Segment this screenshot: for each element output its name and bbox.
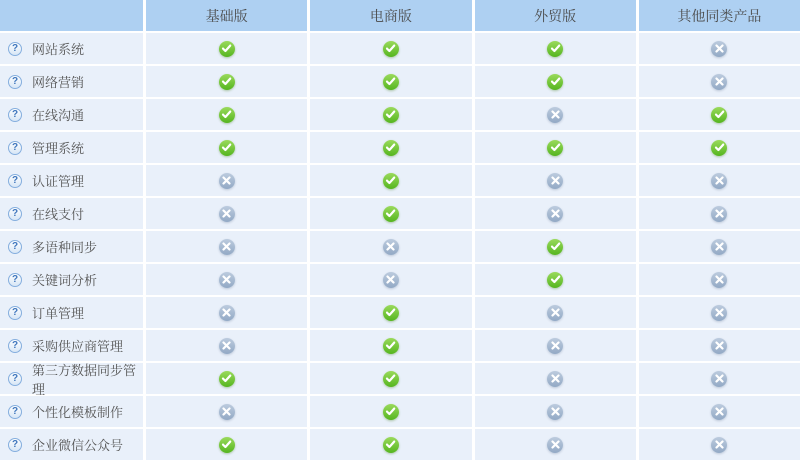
feature-label-cell [0, 362, 143, 397]
check-icon [383, 173, 399, 189]
cross-icon [219, 173, 235, 189]
feature-value-cell [639, 264, 800, 295]
feature-value-cell [310, 429, 471, 460]
column-header-foreign-trade: 外贸版 [475, 0, 636, 31]
feature-label-cell [0, 330, 143, 361]
cross-icon [711, 371, 727, 387]
feature-value-cell [475, 99, 636, 130]
cross-icon [711, 206, 727, 222]
feature-value-cell [639, 429, 800, 460]
column-header-other-products: 其他同类产品 [639, 0, 800, 31]
feature-value-cell [310, 198, 471, 229]
help-icon[interactable]: ? [8, 108, 22, 122]
feature-value-cell [475, 198, 636, 229]
cross-icon [547, 404, 563, 420]
feature-value-cell [310, 330, 471, 361]
feature-value-cell [146, 363, 307, 394]
table-row [0, 231, 800, 262]
help-icon[interactable]: ? [8, 405, 22, 419]
table-row [0, 396, 800, 427]
feature-value-cell [146, 396, 307, 427]
feature-value-cell [146, 429, 307, 460]
help-icon[interactable]: ? [8, 273, 22, 287]
feature-value-cell [639, 297, 800, 328]
cross-icon [711, 437, 727, 453]
feature-label-cell [0, 66, 143, 97]
check-icon [711, 140, 727, 156]
table-row [0, 264, 800, 295]
feature-label-cell [0, 396, 143, 427]
feature-label: 网络营销 [32, 75, 85, 90]
feature-value-cell [146, 297, 307, 328]
feature-value-cell [146, 132, 307, 163]
feature-label: 在线沟通 [32, 108, 85, 123]
help-icon[interactable]: ? [8, 141, 22, 155]
check-icon [383, 74, 399, 90]
cross-icon [711, 338, 727, 354]
cross-icon [219, 305, 235, 321]
feature-label-cell [0, 264, 143, 295]
help-icon[interactable]: ? [8, 438, 22, 452]
cross-icon [219, 404, 235, 420]
feature-label-cell [0, 132, 143, 163]
check-icon [383, 305, 399, 321]
feature-label: 认证管理 [32, 174, 85, 189]
feature-value-cell [475, 231, 636, 262]
check-icon [547, 41, 563, 57]
cross-icon [711, 173, 727, 189]
help-icon[interactable]: ? [8, 306, 22, 320]
check-icon [547, 74, 563, 90]
feature-label-cell [0, 33, 143, 64]
table-row [0, 362, 800, 397]
feature-value-cell [146, 330, 307, 361]
cross-icon [547, 338, 563, 354]
feature-value-cell [310, 132, 471, 163]
feature-value-cell [146, 33, 307, 64]
check-icon [219, 107, 235, 123]
feature-value-cell [475, 297, 636, 328]
table-row [0, 330, 800, 361]
check-icon [383, 140, 399, 156]
feature-value-cell [639, 66, 800, 97]
check-icon [383, 338, 399, 354]
table-row [0, 429, 800, 460]
feature-value-cell [639, 363, 800, 394]
feature-value-cell [310, 297, 471, 328]
feature-label: 企业微信公众号 [32, 438, 124, 453]
table-row [0, 165, 800, 196]
feature-value-cell [310, 66, 471, 97]
column-header-basic: 基础版 [146, 0, 307, 31]
check-icon [547, 140, 563, 156]
check-icon [547, 272, 563, 288]
help-icon[interactable]: ? [8, 339, 22, 353]
feature-value-cell [310, 363, 471, 394]
feature-label: 在线支付 [32, 207, 85, 222]
feature-value-cell [146, 231, 307, 262]
feature-value-cell [639, 132, 800, 163]
cross-icon [219, 206, 235, 222]
feature-value-cell [475, 429, 636, 460]
help-icon[interactable]: ? [8, 372, 22, 386]
feature-value-cell [475, 330, 636, 361]
feature-value-cell [146, 99, 307, 130]
cross-icon [711, 41, 727, 57]
feature-value-cell [475, 33, 636, 64]
help-icon[interactable]: ? [8, 207, 22, 221]
check-icon [219, 371, 235, 387]
feature-label: 多语种同步 [32, 240, 98, 255]
column-header-ecommerce: 电商版 [310, 0, 471, 31]
cross-icon [219, 239, 235, 255]
feature-value-cell [475, 165, 636, 196]
cross-icon [219, 338, 235, 354]
cross-icon [547, 437, 563, 453]
check-icon [219, 437, 235, 453]
check-icon [383, 404, 399, 420]
check-icon [383, 437, 399, 453]
table-row [0, 66, 800, 97]
feature-value-cell [475, 396, 636, 427]
table-header-row [0, 0, 800, 31]
feature-value-cell [146, 198, 307, 229]
feature-value-cell [146, 66, 307, 97]
feature-value-cell [146, 165, 307, 196]
feature-value-cell [475, 264, 636, 295]
feature-value-cell [146, 264, 307, 295]
feature-value-cell [475, 132, 636, 163]
feature-label-cell [0, 99, 143, 130]
table-row [0, 99, 800, 130]
feature-value-cell [639, 33, 800, 64]
feature-value-cell [310, 396, 471, 427]
feature-value-cell [639, 165, 800, 196]
feature-label-cell [0, 198, 143, 229]
table-row [0, 33, 800, 64]
feature-value-cell [639, 99, 800, 130]
check-icon [711, 107, 727, 123]
cross-icon [547, 206, 563, 222]
feature-value-cell [310, 99, 471, 130]
cross-icon [711, 272, 727, 288]
feature-value-cell [639, 198, 800, 229]
feature-label: 关键词分析 [32, 273, 98, 288]
cross-icon [383, 239, 399, 255]
table-body [0, 33, 800, 460]
header-corner-cell [0, 0, 143, 31]
feature-label: 采购供应商管理 [32, 339, 124, 354]
help-icon[interactable]: ? [8, 174, 22, 188]
feature-value-cell [639, 330, 800, 361]
feature-value-cell [639, 396, 800, 427]
cross-icon [547, 173, 563, 189]
feature-label: 管理系统 [32, 141, 85, 156]
cross-icon [711, 74, 727, 90]
check-icon [383, 41, 399, 57]
feature-value-cell [310, 165, 471, 196]
feature-label: 网站系统 [32, 42, 85, 57]
cross-icon [711, 239, 727, 255]
cross-icon [711, 305, 727, 321]
cross-icon [547, 371, 563, 387]
help-icon[interactable]: ? [8, 42, 22, 56]
table-row [0, 297, 800, 328]
feature-value-cell [475, 363, 636, 394]
feature-label: 个性化模板制作 [32, 405, 124, 420]
check-icon [547, 239, 563, 255]
cross-icon [383, 272, 399, 288]
help-icon[interactable]: ? [8, 240, 22, 254]
check-icon [383, 107, 399, 123]
cross-icon [219, 272, 235, 288]
check-icon [383, 371, 399, 387]
cross-icon [711, 404, 727, 420]
feature-label-cell [0, 165, 143, 196]
check-icon [219, 41, 235, 57]
feature-value-cell [310, 264, 471, 295]
feature-value-cell [310, 33, 471, 64]
check-icon [383, 206, 399, 222]
table-row [0, 132, 800, 163]
check-icon [219, 140, 235, 156]
feature-label: 第三方数据同步管理 [32, 362, 137, 397]
feature-label-cell [0, 429, 143, 460]
cross-icon [547, 107, 563, 123]
feature-label: 订单管理 [32, 306, 85, 321]
feature-label-cell [0, 297, 143, 328]
feature-value-cell [475, 66, 636, 97]
feature-value-cell [639, 231, 800, 262]
feature-label-cell [0, 231, 143, 262]
check-icon [219, 74, 235, 90]
help-icon[interactable]: ? [8, 75, 22, 89]
cross-icon [547, 305, 563, 321]
feature-value-cell [310, 231, 471, 262]
table-row [0, 198, 800, 229]
